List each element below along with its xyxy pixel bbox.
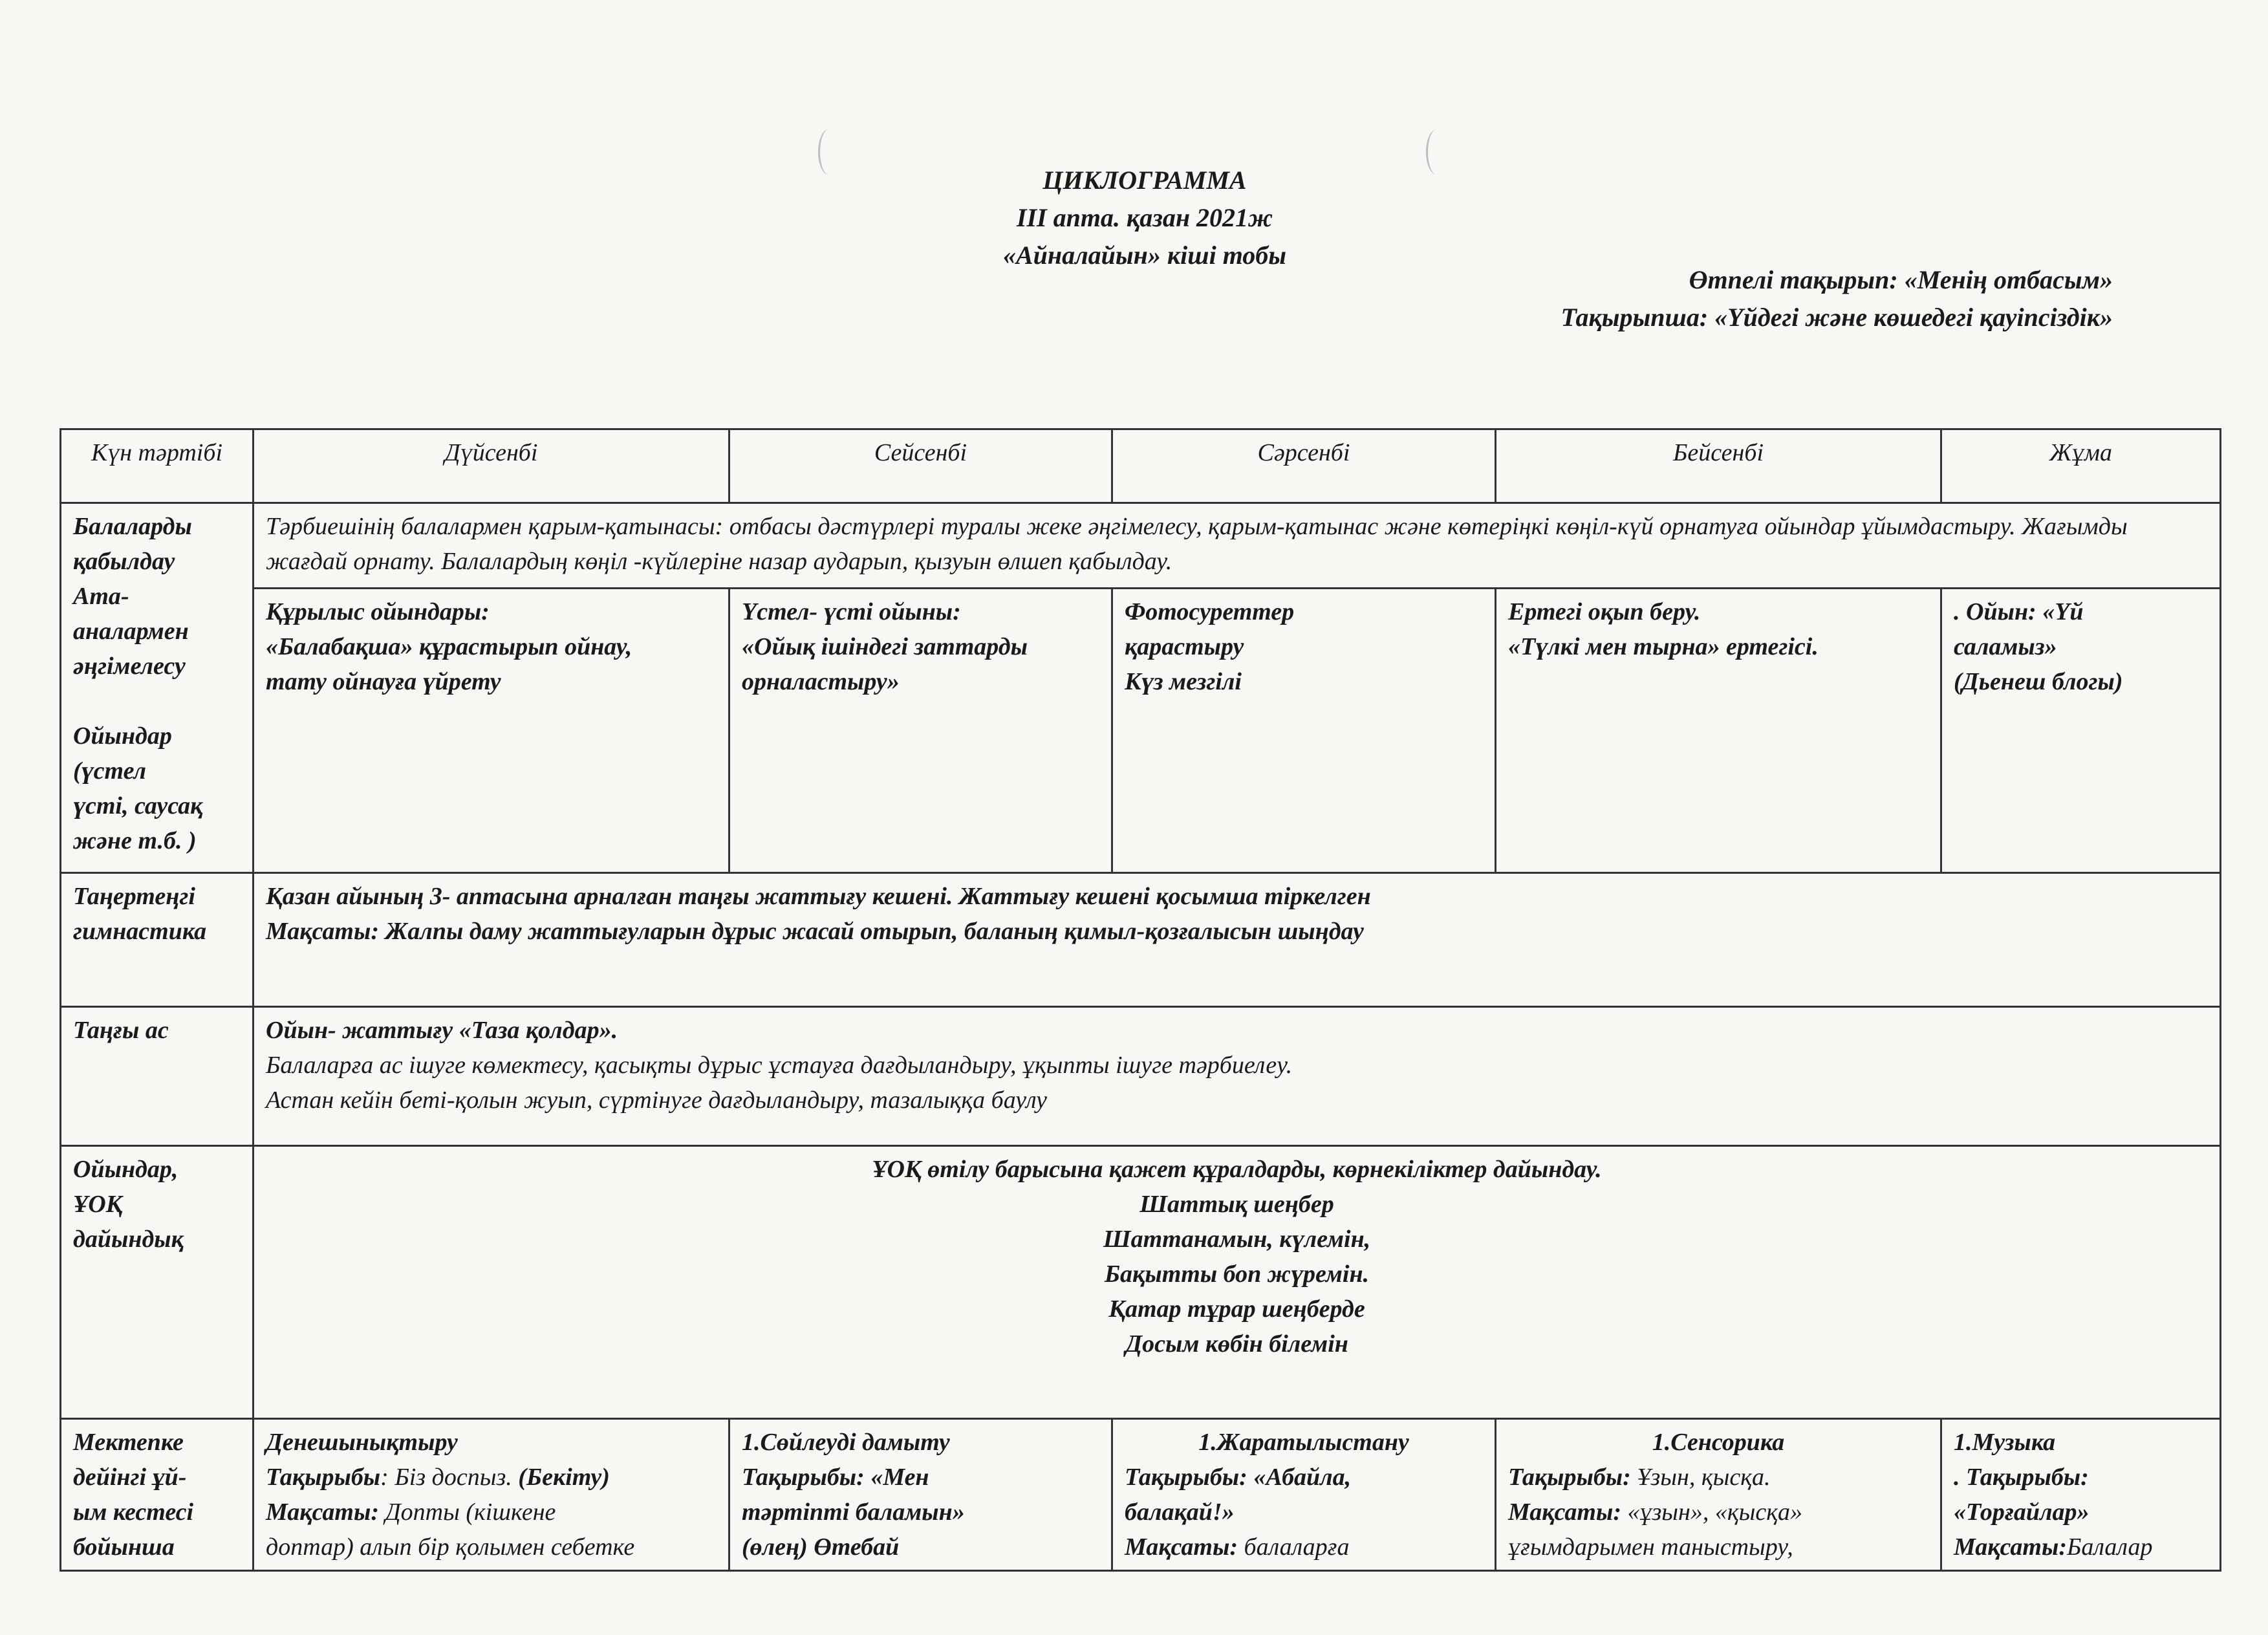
schedule-topic: . Тақырыбы: bbox=[1954, 1464, 2089, 1491]
week-label: ІІІ апта. қазан 2021ж bbox=[1016, 203, 1273, 232]
regime-header: Күн тәртібі bbox=[61, 429, 254, 503]
games-text-line: қарастыру bbox=[1125, 633, 1244, 660]
reception-row bbox=[61, 503, 2221, 589]
schedule-goal-text: Допты (кішкене bbox=[378, 1499, 556, 1526]
schedule-goal-text: ұғымдарымен таныстыру, bbox=[1508, 1533, 1793, 1561]
games-thursday bbox=[1496, 589, 1941, 873]
preparation-label-line: Ойындар, bbox=[73, 1156, 178, 1183]
day-header-thursday: Бейсенбі bbox=[1496, 429, 1941, 503]
schedule-subject: 1.Сөйлеуді дамыту bbox=[742, 1429, 950, 1456]
schedule-topic: балақай!» bbox=[1125, 1499, 1235, 1526]
preparation-line: Бақытты боп жүремін. bbox=[1104, 1261, 1370, 1288]
preparation-label-line: дайындық bbox=[73, 1226, 184, 1253]
games-label-line: Ойындар bbox=[73, 722, 172, 750]
subtheme-label: Тақырыпша: «Үйдегі және көшедегі қауіпсіздік» bbox=[1561, 303, 2113, 332]
games-label-line: және т.б. ) bbox=[73, 827, 197, 854]
games-tuesday bbox=[729, 589, 1112, 873]
schedule-label bbox=[61, 1419, 254, 1571]
gymnastics-line-1: Қазан айының 3- аптасына арналған таңғы жаттығу кешені. Жаттығу кешені қосымша тіркелген bbox=[266, 883, 1371, 910]
reception-label-line: қабылдау bbox=[73, 548, 175, 575]
schedule-label-line: бойынша bbox=[73, 1533, 175, 1561]
schedule-goal-label: Мақсаты: bbox=[1508, 1499, 1621, 1526]
day-header-friday: Жұма bbox=[1941, 429, 2221, 503]
games-text-line: «Түлкі мен тырна» ертегісі. bbox=[1508, 633, 1819, 660]
schedule-topic: «Торғайлар» bbox=[1954, 1499, 2090, 1526]
group-label: «Айналайын» кіші тобы bbox=[1003, 241, 1286, 270]
reception-label-line: әңгімелесу bbox=[73, 653, 186, 680]
theme-label: Өтпелі тақырып: «Менің отбасым» bbox=[1689, 265, 2113, 294]
games-text-line: «Ойық ішіндегі заттарды bbox=[742, 633, 1028, 660]
schedule-thursday bbox=[1496, 1419, 1941, 1571]
schedule-topic-text: : Біз доспыз. bbox=[380, 1464, 519, 1491]
games-text-line: саламыз» bbox=[1954, 633, 2057, 660]
preparation-label bbox=[61, 1146, 254, 1419]
games-text-line: Күз мезгілі bbox=[1125, 668, 1242, 695]
preparation-line: Досым көбін білемін bbox=[1125, 1330, 1348, 1358]
reception-label-line: Ата- bbox=[73, 583, 129, 610]
games-text-line: орналастыру» bbox=[742, 668, 900, 695]
games-text-line: Фотосуреттер bbox=[1125, 598, 1295, 625]
preparation-line: Шаттық шеңбер bbox=[1139, 1191, 1334, 1218]
schedule-label-line: Мектепке bbox=[73, 1429, 184, 1456]
schedule-friday bbox=[1941, 1419, 2221, 1571]
schedule-row bbox=[61, 1419, 2221, 1571]
gymnastics-label-line: гимнастика bbox=[73, 918, 207, 945]
breakfast-line-2: Астан кейін беті-қолын жуып, сүртінуге дағдыландыру, тазалыққа баулу bbox=[266, 1087, 1048, 1114]
schedule-label-line: ым кестесі bbox=[73, 1499, 194, 1526]
schedule-goal-text: «ұзын», «қысқа» bbox=[1621, 1499, 1803, 1526]
schedule-goal-label: Мақсаты: bbox=[1125, 1533, 1238, 1561]
day-header-wednesday: Сәрсенбі bbox=[1112, 429, 1496, 503]
gymnastics-label bbox=[61, 873, 254, 1007]
schedule-topic: Тақырыбы: «Мен bbox=[742, 1464, 929, 1491]
schedule-goal-text: Балалар bbox=[2066, 1533, 2153, 1561]
schedule-subject: 1.Жаратылыстану bbox=[1198, 1429, 1409, 1456]
schedule-topic-label: Тақырыбы bbox=[266, 1464, 381, 1491]
schedule-topic: (өлең) Өтебай bbox=[742, 1533, 900, 1561]
schedule-subject: 1.Музыка bbox=[1954, 1429, 2056, 1456]
reception-label bbox=[61, 503, 254, 873]
schedule-topic-label: Тақырыбы: bbox=[1508, 1464, 1631, 1491]
reception-common-text: Тәрбиешінің балалармен қарым-қатынасы: отбасы дәстүрлері туралы жеке әңгімелесу, қарым-қатынас және көтеріңкі көңіл-күй орнатуға ойындар ұйымдастыру. Жағымды жағдай орнату. Балалардың көңіл -күйлеріне назар аударып, қызуын өлшеп қабылдау. bbox=[254, 503, 2221, 589]
day-header-monday: Дүйсенбі bbox=[254, 429, 729, 503]
games-text-line: Ертегі оқып беру. bbox=[1508, 598, 1701, 625]
games-monday bbox=[254, 589, 729, 873]
schedule-wednesday bbox=[1112, 1419, 1496, 1571]
day-header-tuesday: Сейсенбі bbox=[729, 429, 1112, 503]
breakfast-text bbox=[254, 1007, 2221, 1146]
schedule-subject: Денешынықтыру bbox=[266, 1429, 458, 1456]
games-text-line: (Дьенеш блогы) bbox=[1954, 668, 2123, 695]
gymnastics-text bbox=[254, 873, 2221, 1007]
schedule-goal-text: доптар) алып бір қолымен себетке bbox=[266, 1533, 635, 1561]
schedule-topic-note: (Бекіту) bbox=[518, 1464, 610, 1491]
preparation-row bbox=[61, 1146, 2221, 1419]
games-row bbox=[61, 589, 2221, 873]
preparation-line: ҰОҚ өтілу барысына қажет құралдарды, көрнекіліктер дайындау. bbox=[872, 1156, 1602, 1183]
schedule-topic: тәртіпті баламын» bbox=[742, 1499, 965, 1526]
gymnastics-line-2: Мақсаты: Жалпы даму жаттығуларын дұрыс жасай отырып, баланың қимыл-қозғалысын шыңдау bbox=[266, 918, 1364, 945]
schedule-topic: Тақырыбы: «Абайла, bbox=[1125, 1464, 1352, 1491]
gymnastics-row bbox=[61, 873, 2221, 1007]
breakfast-line-1: Балаларға ас ішуге көмектесу, қасықты дұрыс ұстауға дағдыландыру, ұқыпты ішуге тәрбиелеу. bbox=[266, 1052, 1293, 1079]
games-wednesday bbox=[1112, 589, 1496, 873]
schedule-subject: 1.Сенсорика bbox=[1652, 1429, 1785, 1456]
document-title: ЦИКЛОГРАММА bbox=[1042, 166, 1247, 195]
breakfast-row bbox=[61, 1007, 2221, 1146]
schedule-label-line: дейінгі ұй- bbox=[73, 1464, 187, 1491]
breakfast-label: Таңғы ас bbox=[61, 1007, 254, 1146]
games-text-line: «Балабақша» құрастырып ойнау, bbox=[266, 633, 632, 660]
reception-label-line: Балаларды bbox=[73, 513, 192, 540]
preparation-line: Қатар тұрар шеңберде bbox=[1108, 1295, 1365, 1323]
document-header bbox=[711, 162, 1578, 274]
header-row bbox=[61, 429, 2221, 503]
reception-label-line: аналармен bbox=[73, 618, 189, 645]
games-text-line: Үстел- үсті ойыны: bbox=[742, 598, 961, 625]
games-text-line: Құрылыс ойындары: bbox=[266, 598, 490, 625]
cyclogram-table bbox=[59, 428, 2221, 1572]
preparation-label-line: ҰОҚ bbox=[73, 1191, 123, 1218]
games-text-line: . Ойын: «Үй bbox=[1954, 598, 2084, 625]
schedule-tuesday bbox=[729, 1419, 1112, 1571]
preparation-text bbox=[254, 1146, 2221, 1419]
schedule-topic-text: Ұзын, қысқа. bbox=[1630, 1464, 1771, 1491]
games-text-line: тату ойнауға үйрету bbox=[266, 668, 501, 695]
schedule-goal-text: балаларға bbox=[1237, 1533, 1350, 1561]
breakfast-title: Ойын- жаттығу «Таза қолдар». bbox=[266, 1017, 618, 1044]
preparation-line: Шаттанамын, күлемін, bbox=[1103, 1226, 1371, 1253]
games-label-line: (үстел bbox=[73, 757, 146, 785]
schedule-goal-label: Мақсаты: bbox=[1954, 1533, 2067, 1561]
games-label-line: үсті, саусақ bbox=[73, 792, 203, 819]
games-friday bbox=[1941, 589, 2221, 873]
theme-block bbox=[1561, 261, 2113, 336]
schedule-monday bbox=[254, 1419, 729, 1571]
gymnastics-label-line: Таңертеңгі bbox=[73, 883, 195, 910]
schedule-goal-label: Мақсаты: bbox=[266, 1499, 379, 1526]
